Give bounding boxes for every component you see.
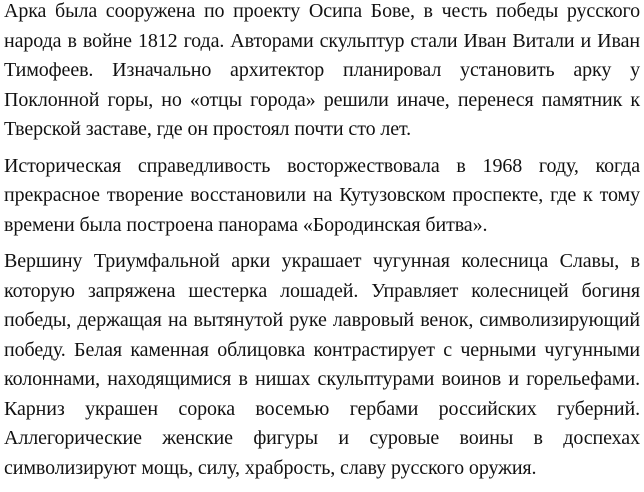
paragraph-3: Вершину Триумфальной арки украшает чугунная колесница Славы, в которую запряжена шестерка лошадей. Управляет колесницей богиня победы, держащая на вытянутой руке лавровый венок, символизирующий победу. Белая каменная облицовка контрастирует с черными чугунными колоннами, находящимися в нишах скульптурами воинов и горельефами. Карниз украшен сорока восемью гербами российских губерний. Аллегорические женские фигуры и суровые воины в доспехах символизируют мощь, силу, храбрость, славу русского оружия.	[4, 250, 640, 479]
paragraph-2: Историческая справедливость восторжествовала в 1968 году, когда прекрасное творение восстановили на Кутузовском проспекте, где к тому времени была построена панорама «Бородинская битва».	[4, 154, 640, 236]
paragraph-1: Арка была сооружена по проекту Осипа Бове, в честь победы русского народа в войне 1812 года. Авторами скульптур стали Иван Витали и Иван Тимофеев. Изначально архитектор планировал установить арку у Поклонной горы, но «отцы города» решили иначе, перенеся памятник к Тверской заставе, где он простоял почти сто лет.	[4, 0, 640, 140]
